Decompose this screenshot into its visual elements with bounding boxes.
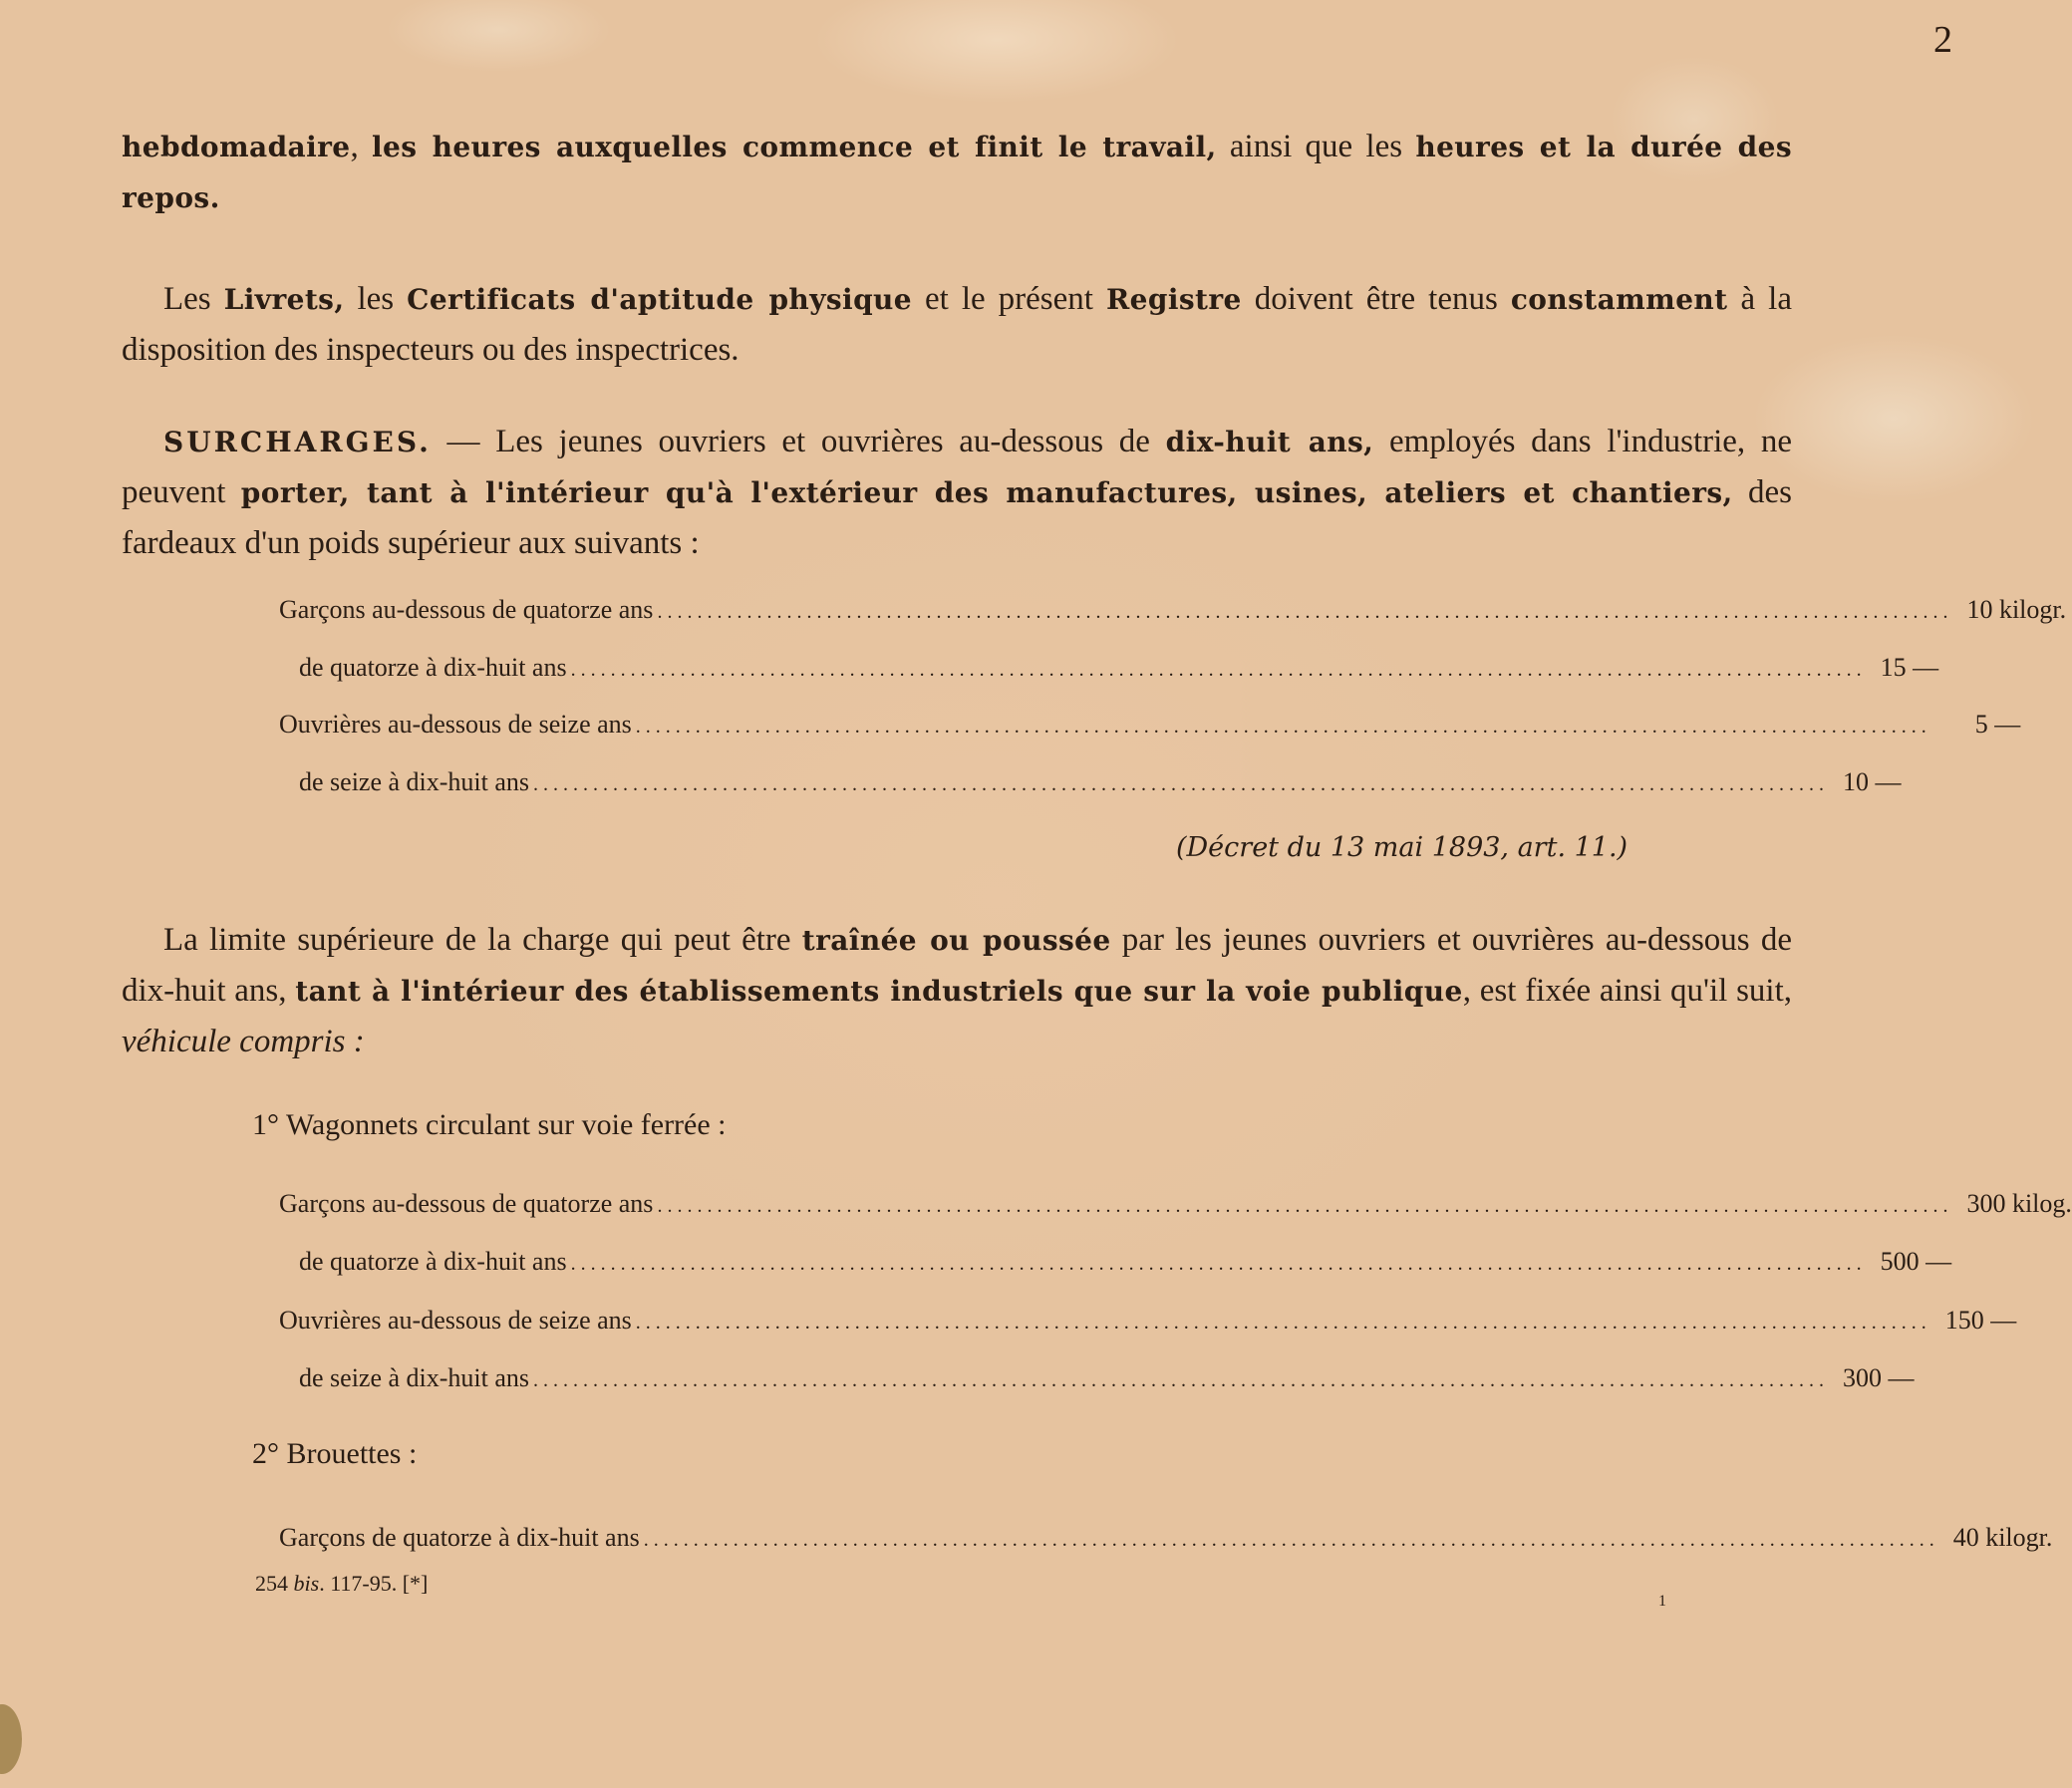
row-label: de quatorze à dix-huit ans (299, 1247, 567, 1276)
paragraph-limite (122, 915, 1792, 1066)
leader-dots: .................................................................................................................................. (533, 1369, 1830, 1391)
leader-dots: .................................................................................................................................. (657, 601, 1953, 623)
table-row (279, 1247, 1952, 1287)
text: employés dans l'industrie, ne peuvent (122, 424, 1792, 510)
bold-text: Livrets, (223, 283, 345, 316)
paragraph-surcharges (122, 417, 1792, 568)
leader-dots: .................................................................................................................................. (533, 773, 1830, 795)
section-heading-brouettes: 2° Brouettes : (252, 1437, 418, 1470)
bold-text: constamment (1510, 283, 1728, 316)
leader-dots: .................................................................................................................................. (570, 659, 1867, 681)
table-row (279, 1306, 2017, 1345)
text: Les (163, 281, 224, 317)
text: des fardeaux d'un poids supérieur aux suivants : (122, 474, 1792, 561)
text: — Les jeunes ouvriers et ouvrières au-dessous de (431, 424, 1166, 459)
leader-dots: .................................................................................................................................. (657, 1195, 1953, 1217)
table-row (279, 1189, 2072, 1229)
text: doivent être tenus (1241, 281, 1511, 317)
print-code-suffix: . 117-95. [*] (319, 1571, 429, 1596)
row-label: Ouvrières au-dessous de seize ans (279, 710, 632, 739)
print-code-number: 254 (255, 1571, 294, 1596)
bold-text: traînée ou poussée (801, 924, 1111, 957)
text: les (344, 281, 408, 317)
paragraph-hours (122, 122, 1792, 223)
text: à la disposition des inspecteurs ou des inspectrices. (122, 281, 1792, 368)
row-value: 15 — (1880, 653, 1939, 682)
row-label: Garçons au-dessous de quatorze ans (279, 1189, 654, 1218)
row-value: 300 — (1843, 1363, 1915, 1392)
print-code-bis: bis (293, 1571, 320, 1596)
table-row (279, 1363, 1915, 1403)
bold-text: heures et la durée des repos. (122, 131, 1793, 214)
row-label: de seize à dix-huit ans (299, 1363, 530, 1392)
text: , est fixée ainsi qu'il suit, (1462, 973, 1793, 1009)
row-label: de quatorze à dix-huit ans (299, 653, 567, 682)
row-value: 150 — (1944, 1306, 2017, 1335)
text: La limite supérieure de la charge qui peut être (163, 922, 802, 958)
bold-text: dix-huit ans, (1165, 426, 1374, 458)
row-value: 10 kilogr. (1966, 595, 2067, 624)
table-row (279, 710, 2021, 749)
table-row (279, 1523, 2053, 1563)
leader-dots: .................................................................................................................................. (643, 1529, 1939, 1551)
leader-dots: .................................................................................................................................. (635, 1312, 1931, 1334)
bold-text: Registre (1105, 283, 1242, 316)
table-row (279, 653, 1939, 693)
row-value: 10 — (1843, 767, 1902, 796)
bold-text: les heures auxquelles commence et finit le travail, (372, 131, 1217, 163)
row-value: 500 — (1880, 1247, 1952, 1276)
leader-dots: .................................................................................................................................. (570, 1253, 1867, 1275)
section-title-surcharges: SURCHARGES. (163, 426, 432, 458)
row-value: 40 kilogr. (1952, 1523, 2053, 1552)
bold-text: porter, tant à l'intérieur qu'à l'extérieur des manufactures, usines, ateliers et chantiers, (240, 476, 1733, 509)
signature-mark: 1 (1658, 1593, 1666, 1610)
bold-text: tant à l'intérieur des établissements industriels que sur la voie publique (295, 975, 1463, 1008)
page-number: 2 (1933, 19, 1952, 61)
table-row (279, 595, 2067, 635)
text: par les jeunes ouvriers et ouvrières au-dessous de dix-huit ans, (122, 922, 1792, 1009)
bold-text: hebdomadaire (122, 131, 351, 163)
row-label: Ouvrières au-dessous de seize ans (279, 1306, 632, 1335)
decree-citation: (Décret du 13 mai 1893, art. 11.) (1176, 832, 1628, 863)
text: , (350, 129, 373, 164)
row-value: 300 kilog. (1966, 1189, 2072, 1218)
row-value: 5 — (1974, 710, 2021, 739)
row-label: de seize à dix-huit ans (299, 767, 530, 796)
text: et le présent (912, 281, 1106, 317)
bold-text: Certificats d'aptitude physique (407, 283, 913, 316)
leader-dots: .................................................................................................................................. (635, 716, 1931, 738)
row-label: Garçons au-dessous de quatorze ans (279, 595, 654, 624)
italic-text: véhicule compris : (122, 1024, 365, 1059)
table-row (279, 767, 1902, 807)
paper-stain (0, 1704, 22, 1774)
row-label: Garçons de quatorze à dix-huit ans (279, 1523, 640, 1552)
text: ainsi que les (1216, 129, 1416, 164)
section-heading-wagonnets: 1° Wagonnets circulant sur voie ferrée : (252, 1108, 727, 1141)
print-code (255, 1571, 428, 1597)
paragraph-livrets (122, 274, 1792, 375)
